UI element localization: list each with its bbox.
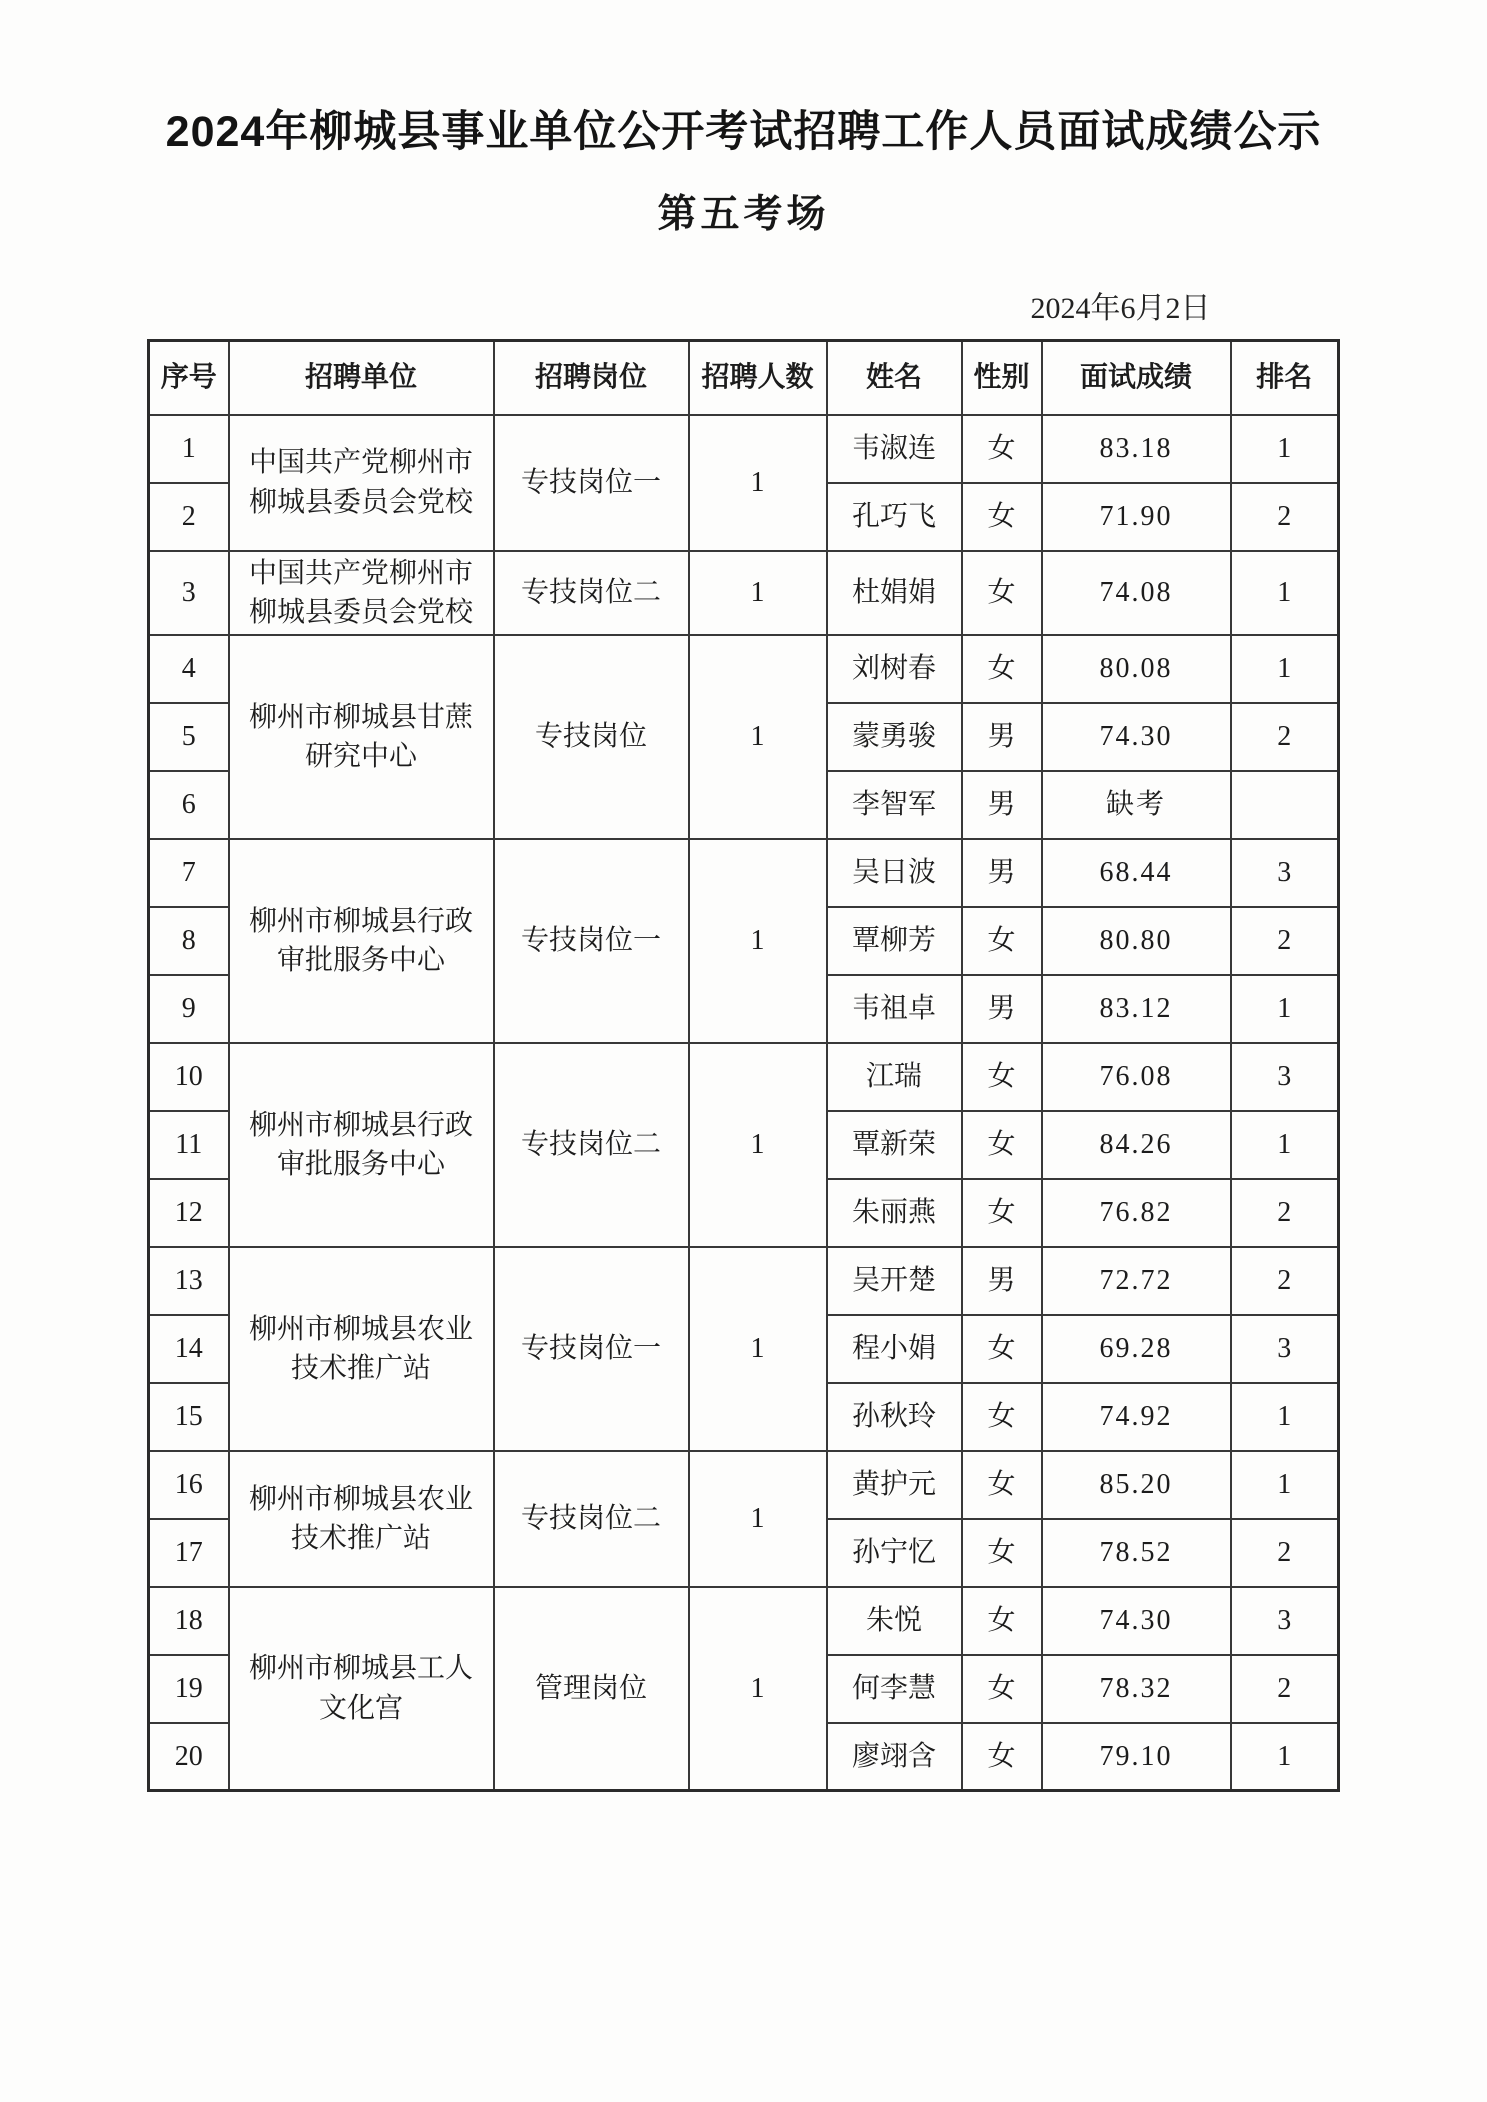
serial-cell: 10 (149, 1043, 229, 1111)
serial-cell: 5 (149, 703, 229, 771)
header-post: 招聘岗位 (494, 341, 689, 415)
count-cell: 1 (689, 839, 827, 1043)
serial-cell: 14 (149, 1315, 229, 1383)
serial-cell: 3 (149, 551, 229, 635)
score-cell: 74.08 (1042, 551, 1231, 635)
page-title: 2024年柳城县事业单位公开考试招聘工作人员面试成绩公示 (165, 108, 1322, 156)
unit-cell: 柳州市柳城县农业技术推广站 (229, 1247, 494, 1451)
name-cell: 覃新荣 (827, 1111, 962, 1179)
score-cell: 缺考 (1042, 771, 1231, 839)
score-cell: 76.82 (1042, 1179, 1231, 1247)
name-cell: 黄护元 (827, 1451, 962, 1519)
rank-cell: 2 (1231, 1247, 1339, 1315)
gender-cell: 女 (962, 1315, 1042, 1383)
name-cell: 李智军 (827, 771, 962, 839)
name-cell: 吴开楚 (827, 1247, 962, 1315)
name-cell: 廖翊含 (827, 1723, 962, 1791)
serial-cell: 9 (149, 975, 229, 1043)
page-subtitle: 第五考场 (657, 193, 830, 236)
results-table (147, 339, 1340, 1792)
serial-cell: 4 (149, 635, 229, 703)
post-cell: 管理岗位 (494, 1587, 689, 1791)
post-cell: 专技岗位一 (494, 415, 689, 551)
score-cell: 85.20 (1042, 1451, 1231, 1519)
serial-cell: 13 (149, 1247, 229, 1315)
header-score: 面试成绩 (1042, 341, 1231, 415)
score-cell: 74.92 (1042, 1383, 1231, 1451)
unit-cell: 柳州市柳城县工人文化宫 (229, 1587, 494, 1791)
score-cell: 84.26 (1042, 1111, 1231, 1179)
count-cell: 1 (689, 1451, 827, 1587)
serial-cell: 7 (149, 839, 229, 907)
score-cell: 74.30 (1042, 1587, 1231, 1655)
gender-cell: 男 (962, 839, 1042, 907)
post-cell: 专技岗位二 (494, 1451, 689, 1587)
table-row (149, 1587, 1339, 1655)
serial-cell: 20 (149, 1723, 229, 1791)
gender-cell: 女 (962, 1111, 1042, 1179)
count-cell: 1 (689, 551, 827, 635)
gender-cell: 女 (962, 415, 1042, 483)
score-cell: 79.10 (1042, 1723, 1231, 1791)
serial-cell: 12 (149, 1179, 229, 1247)
rank-cell: 2 (1231, 1519, 1339, 1587)
gender-cell: 女 (962, 1043, 1042, 1111)
name-cell: 江瑞 (827, 1043, 962, 1111)
rank-cell: 1 (1231, 975, 1339, 1043)
serial-cell: 17 (149, 1519, 229, 1587)
rank-cell: 1 (1231, 1451, 1339, 1519)
table-row (149, 415, 1339, 483)
serial-cell: 1 (149, 415, 229, 483)
name-cell: 程小娟 (827, 1315, 962, 1383)
serial-cell: 2 (149, 483, 229, 551)
gender-cell: 女 (962, 907, 1042, 975)
name-cell: 蒙勇骏 (827, 703, 962, 771)
unit-cell: 柳州市柳城县行政审批服务中心 (229, 839, 494, 1043)
count-cell: 1 (689, 1247, 827, 1451)
rank-cell: 3 (1231, 839, 1339, 907)
gender-cell: 男 (962, 703, 1042, 771)
name-cell: 朱悦 (827, 1587, 962, 1655)
name-cell: 孔巧飞 (827, 483, 962, 551)
header-count: 招聘人数 (689, 341, 827, 415)
serial-cell: 19 (149, 1655, 229, 1723)
header-name: 姓名 (827, 341, 962, 415)
rank-cell: 2 (1231, 907, 1339, 975)
gender-cell: 女 (962, 1723, 1042, 1791)
gender-cell: 女 (962, 1655, 1042, 1723)
name-cell: 吴日波 (827, 839, 962, 907)
rank-cell: 2 (1231, 483, 1339, 551)
rank-cell: 2 (1231, 703, 1339, 771)
table-row (149, 635, 1339, 703)
post-cell: 专技岗位 (494, 635, 689, 839)
count-cell: 1 (689, 1043, 827, 1247)
post-cell: 专技岗位二 (494, 1043, 689, 1247)
serial-cell: 18 (149, 1587, 229, 1655)
rank-cell: 1 (1231, 1723, 1339, 1791)
rank-cell: 1 (1231, 551, 1339, 635)
rank-cell: 1 (1231, 415, 1339, 483)
score-cell: 83.18 (1042, 415, 1231, 483)
rank-cell: 1 (1231, 635, 1339, 703)
table-row (149, 839, 1339, 907)
header-serial: 序号 (149, 341, 229, 415)
gender-cell: 女 (962, 483, 1042, 551)
gender-cell: 男 (962, 975, 1042, 1043)
unit-cell: 中国共产党柳州市柳城县委员会党校 (229, 551, 494, 635)
table-row (149, 1451, 1339, 1519)
gender-cell: 女 (962, 1587, 1042, 1655)
rank-cell (1231, 771, 1339, 839)
post-cell: 专技岗位一 (494, 839, 689, 1043)
count-cell: 1 (689, 415, 827, 551)
count-cell: 1 (689, 635, 827, 839)
score-cell: 71.90 (1042, 483, 1231, 551)
document-date: 2024年6月2日 (1030, 292, 1211, 325)
score-cell: 72.72 (1042, 1247, 1231, 1315)
name-cell: 覃柳芳 (827, 907, 962, 975)
count-cell: 1 (689, 1587, 827, 1791)
rank-cell: 3 (1231, 1587, 1339, 1655)
score-cell: 69.28 (1042, 1315, 1231, 1383)
name-cell: 何李慧 (827, 1655, 962, 1723)
unit-cell: 柳州市柳城县甘蔗研究中心 (229, 635, 494, 839)
unit-cell: 柳州市柳城县农业技术推广站 (229, 1451, 494, 1587)
rank-cell: 1 (1231, 1383, 1339, 1451)
table-header-row (149, 341, 1339, 415)
serial-cell: 8 (149, 907, 229, 975)
rank-cell: 2 (1231, 1655, 1339, 1723)
header-gender: 性别 (962, 341, 1042, 415)
post-cell: 专技岗位二 (494, 551, 689, 635)
score-cell: 76.08 (1042, 1043, 1231, 1111)
score-cell: 80.80 (1042, 907, 1231, 975)
rank-cell: 3 (1231, 1315, 1339, 1383)
score-cell: 78.52 (1042, 1519, 1231, 1587)
score-cell: 78.32 (1042, 1655, 1231, 1723)
gender-cell: 女 (962, 635, 1042, 703)
unit-cell: 柳州市柳城县行政审批服务中心 (229, 1043, 494, 1247)
name-cell: 韦祖卓 (827, 975, 962, 1043)
table-row (149, 1043, 1339, 1111)
score-cell: 74.30 (1042, 703, 1231, 771)
name-cell: 孙宁忆 (827, 1519, 962, 1587)
score-cell: 68.44 (1042, 839, 1231, 907)
serial-cell: 15 (149, 1383, 229, 1451)
name-cell: 杜娟娟 (827, 551, 962, 635)
gender-cell: 女 (962, 1383, 1042, 1451)
gender-cell: 女 (962, 1451, 1042, 1519)
gender-cell: 女 (962, 1179, 1042, 1247)
serial-cell: 16 (149, 1451, 229, 1519)
score-cell: 83.12 (1042, 975, 1231, 1043)
name-cell: 孙秋玲 (827, 1383, 962, 1451)
header-rank: 排名 (1231, 341, 1339, 415)
gender-cell: 女 (962, 1519, 1042, 1587)
name-cell: 刘树春 (827, 635, 962, 703)
name-cell: 韦淑连 (827, 415, 962, 483)
name-cell: 朱丽燕 (827, 1179, 962, 1247)
gender-cell: 女 (962, 551, 1042, 635)
results-table-body (149, 415, 1339, 1791)
serial-cell: 6 (149, 771, 229, 839)
rank-cell: 1 (1231, 1111, 1339, 1179)
table-row (149, 551, 1339, 635)
post-cell: 专技岗位一 (494, 1247, 689, 1451)
serial-cell: 11 (149, 1111, 229, 1179)
unit-cell: 中国共产党柳州市柳城县委员会党校 (229, 415, 494, 551)
gender-cell: 男 (962, 1247, 1042, 1315)
score-cell: 80.08 (1042, 635, 1231, 703)
table-row (149, 1247, 1339, 1315)
rank-cell: 2 (1231, 1179, 1339, 1247)
gender-cell: 男 (962, 771, 1042, 839)
rank-cell: 3 (1231, 1043, 1339, 1111)
header-unit: 招聘单位 (229, 341, 494, 415)
